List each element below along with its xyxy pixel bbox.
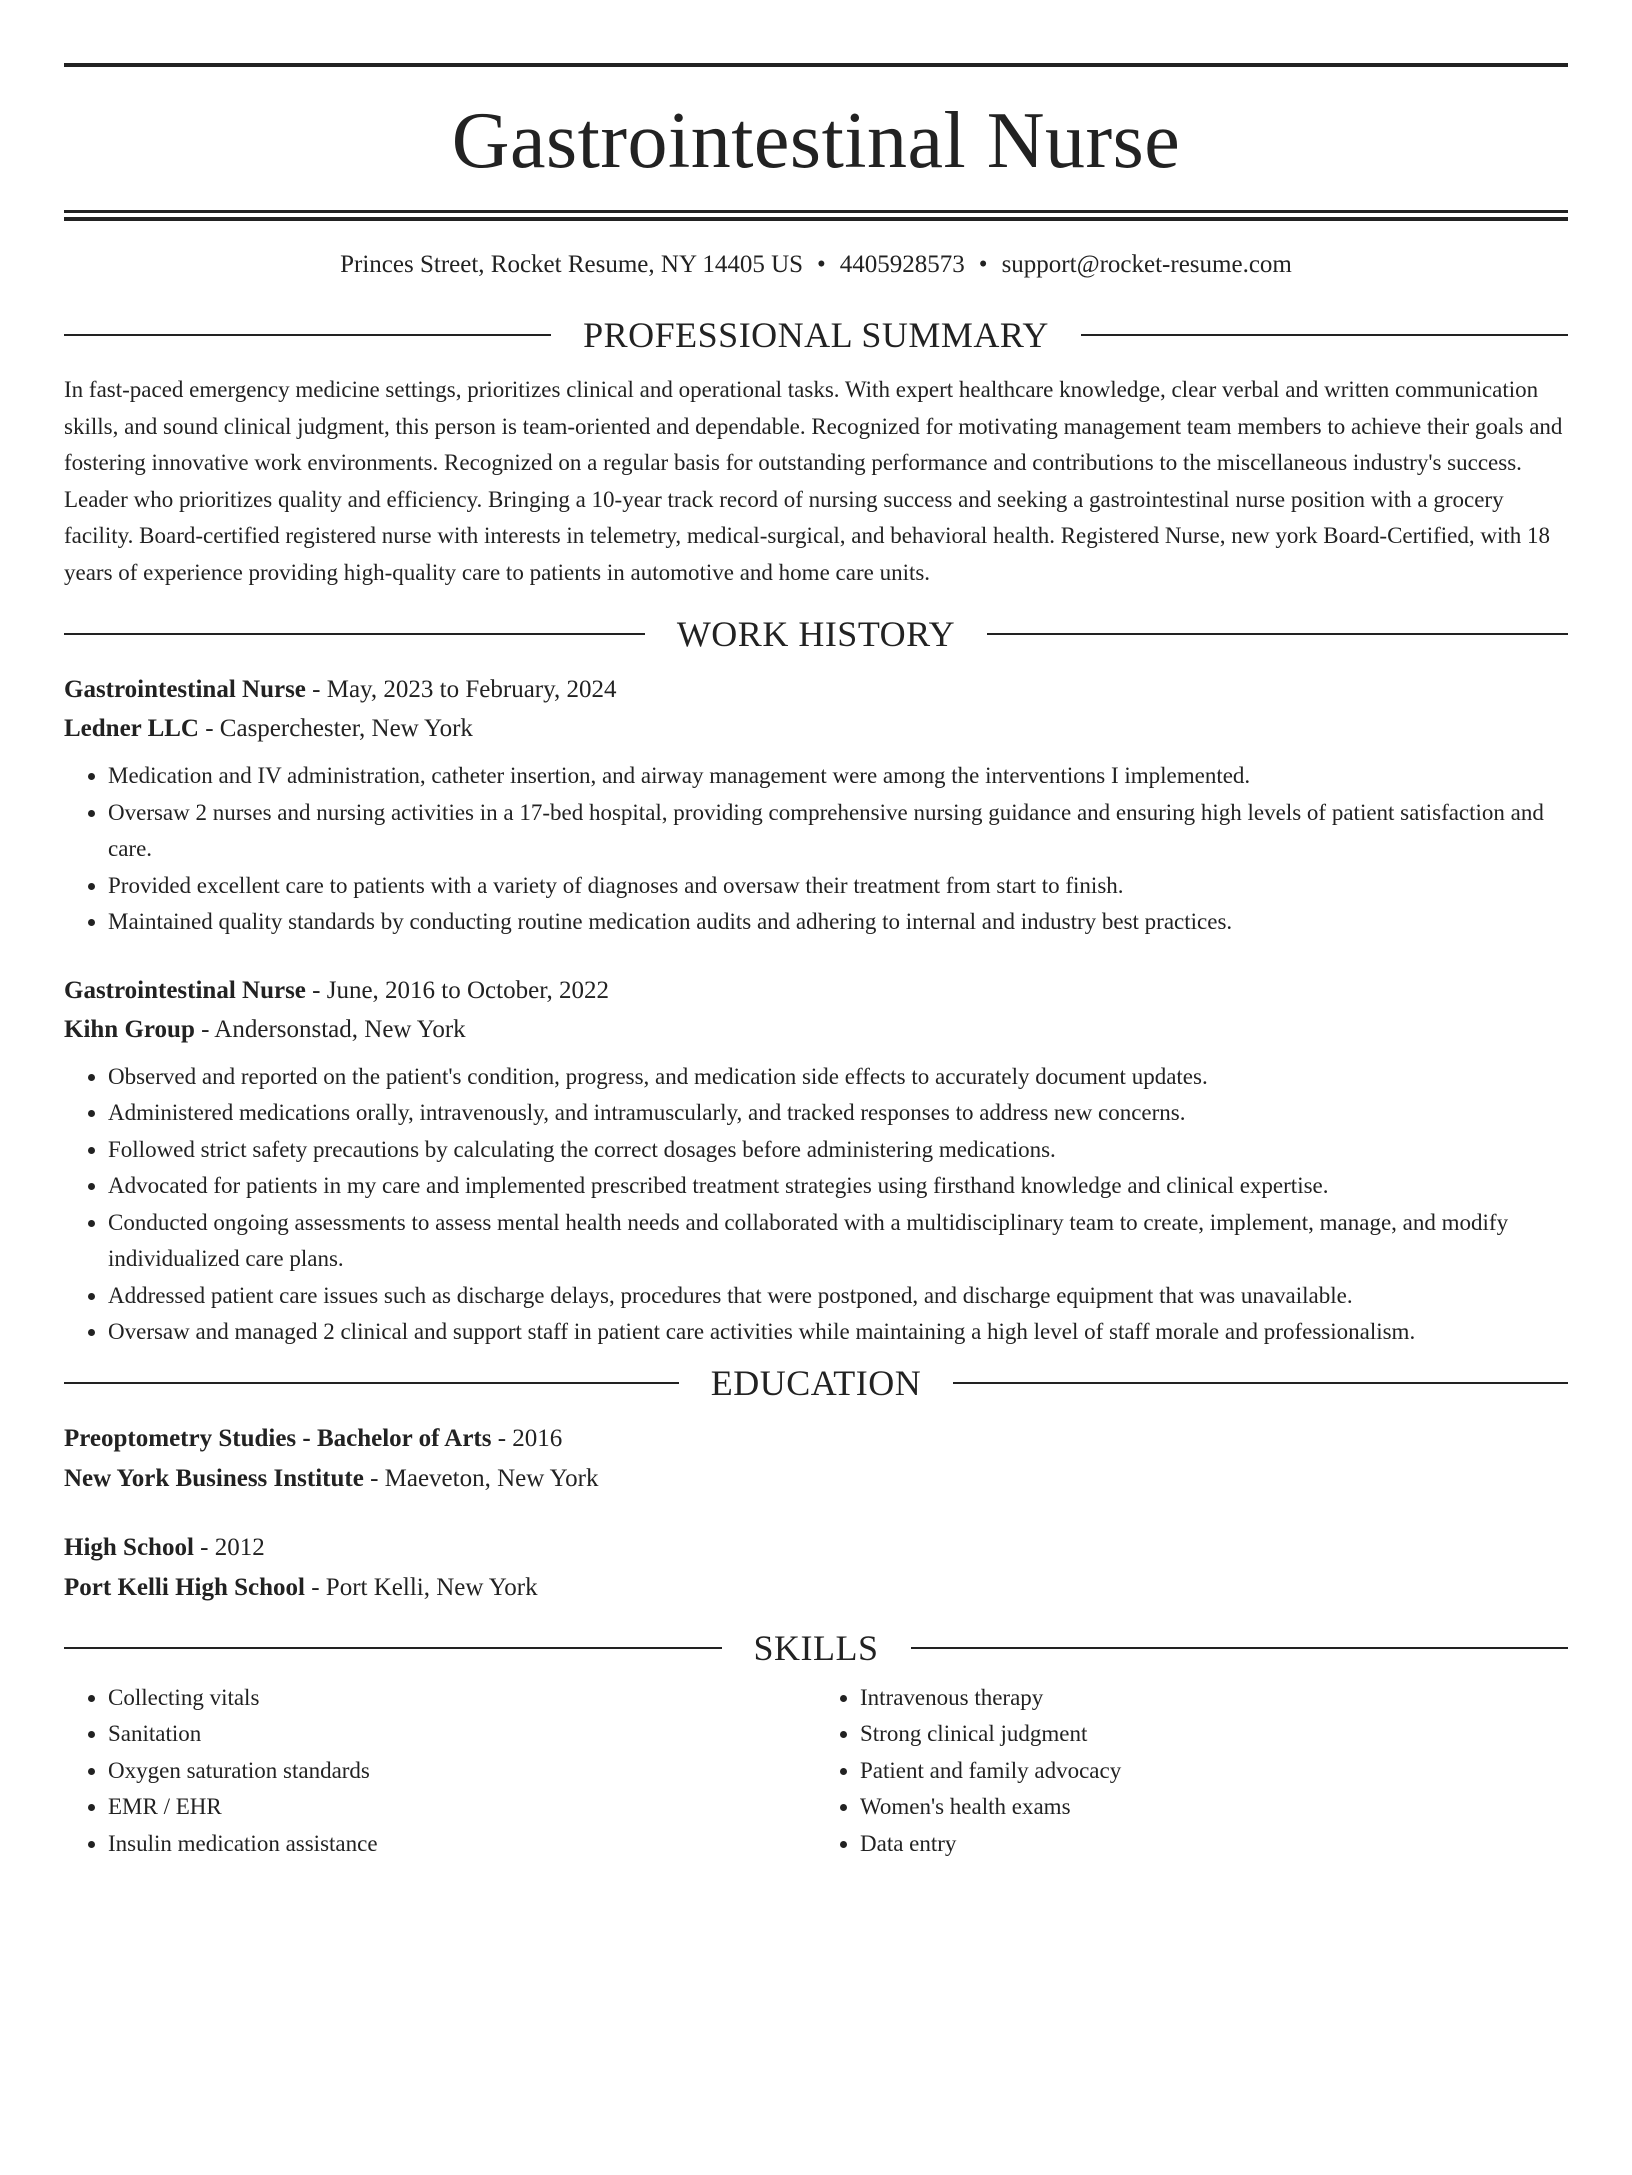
heading-rule [64, 1647, 722, 1649]
contact-phone[interactable]: 4405928573 [839, 251, 965, 278]
education-location: - Port Kelli, New York [304, 1573, 538, 1601]
skill-item: • Insulin medication assistance [108, 1826, 816, 1863]
education-degree: High School [64, 1533, 194, 1561]
section-heading-education [64, 1361, 1568, 1405]
candidate-name: Gastrointestinal Nurse [451, 97, 1181, 185]
education-degree: Preoptometry Studies - Bachelor of Arts [64, 1424, 492, 1452]
skills-list-right [816, 1680, 1568, 1863]
education-school: Port Kelli High School [64, 1573, 305, 1601]
skills-list-left [64, 1680, 816, 1863]
job-dates: - May, 2023 to February, 2024 [305, 676, 617, 703]
education-degree-line [64, 1528, 1568, 1568]
heading-rule [911, 1647, 1569, 1649]
job-dates: - June, 2016 to October, 2022 [305, 976, 610, 1004]
education-year: - 2012 [193, 1533, 265, 1561]
job-bullet: • Addressed patient care issues such as discharge delays, procedures that were postponed, and discharge equipment that was unavailable. [108, 1278, 1568, 1315]
heading-rule [1081, 334, 1568, 336]
job-entry [64, 670, 1568, 941]
heading-rule [64, 633, 645, 635]
skills-columns [64, 1680, 1568, 1863]
section-heading-work [64, 612, 1568, 656]
skill-item: • Patient and family advocacy [860, 1753, 1568, 1790]
resume-page [0, 63, 1632, 2175]
job-title-line [64, 670, 1568, 709]
heading-rule [953, 1382, 1568, 1384]
section-title: WORK HISTORY [676, 614, 956, 654]
contact-email[interactable]: support@rocket-resume.com [1001, 251, 1292, 278]
heading-rule [64, 334, 551, 336]
education-degree-line [64, 1419, 1568, 1459]
section-heading-summary [64, 313, 1568, 357]
skill-item: • Data entry [860, 1826, 1568, 1863]
job-bullet: • Advocated for patients in my care and implemented prescribed treatment strategies using firsthand knowledge and clinical expertise. [108, 1168, 1568, 1205]
education-entry [64, 1528, 1568, 1608]
job-bullet: • Maintained quality standards by conducting routine medication audits and adhering to internal and industry best practices. [108, 904, 1568, 941]
job-company-line [64, 709, 1568, 748]
contact-separator: • [817, 251, 826, 278]
contact-address: Princes Street, Rocket Resume, NY 14405 US [340, 251, 804, 278]
job-bullet: • Provided excellent care to patients with a variety of diagnoses and oversaw their treatment from start to finish. [108, 868, 1568, 905]
education-entry [64, 1419, 1568, 1499]
header-double-rule [64, 210, 1568, 221]
job-company: Ledner LLC [64, 715, 199, 742]
skill-item: • Sanitation [108, 1716, 816, 1753]
contact-line [64, 247, 1568, 283]
section-title: SKILLS [753, 1627, 879, 1668]
job-bullet: • Administered medications orally, intravenously, and intramuscularly, and tracked responses to address new concerns. [108, 1095, 1568, 1132]
skill-item: • Intravenous therapy [860, 1680, 1568, 1717]
education-school-line [64, 1459, 1568, 1499]
job-bullets [64, 1059, 1568, 1351]
skill-item: • EMR / EHR [108, 1789, 816, 1826]
section-heading-skills [64, 1626, 1568, 1670]
job-bullet: • Medication and IV administration, catheter insertion, and airway management were among the interventions I implemented. [108, 758, 1568, 795]
job-bullet: • Oversaw 2 nurses and nursing activities in a 17-bed hospital, providing comprehensive nursing guidance and ensuring high levels of patient satisfaction and care. [108, 795, 1568, 868]
education-location: - Maeveton, New York [363, 1464, 599, 1492]
summary-paragraph: In fast-paced emergency medicine settings, prioritizes clinical and operational tasks. With expert healthcare knowledge, clear verbal and written communication skills, and sound clinical judgment, this person is team-oriented and dependable. Recognized for motivating management team members to achieve their goals and fostering innovative work environments. Recognized on a regular basis for outstanding performance and contributions to the miscellaneous industry's success. Leader who prioritizes quality and efficiency. Bringing a 10-year track record of nursing success and seeking a gastrointestinal nurse position with a grocery facility. Board-certified registered nurse with interests in telemetry, medical-surgical, and behavioral health. Registered Nurse, new york Board-Certified, with 18 years of experience providing high-quality care to patients in automotive and home care units. [64, 377, 1563, 585]
job-entry [64, 971, 1568, 1351]
job-company: Kihn Group [64, 1015, 195, 1043]
job-location: - Andersonstad, New York [194, 1015, 466, 1043]
job-bullets [64, 758, 1568, 941]
job-bullet: • Conducted ongoing assessments to assess mental health needs and collaborated with a multidisciplinary team to create, implement, manage, and modify individualized care plans. [108, 1205, 1568, 1278]
education-year: - 2016 [491, 1424, 563, 1452]
education-school: New York Business Institute [64, 1464, 364, 1492]
skill-item: • Women's health exams [860, 1789, 1568, 1826]
job-title: Gastrointestinal Nurse [64, 976, 306, 1004]
skill-item: • Strong clinical judgment [860, 1716, 1568, 1753]
job-bullet: • Followed strict safety precautions by calculating the correct dosages before administering medications. [108, 1132, 1568, 1169]
job-bullet: • Observed and reported on the patient's condition, progress, and medication side effects to accurately document updates. [108, 1059, 1568, 1096]
contact-separator: • [978, 251, 988, 278]
skill-item: • Oxygen saturation standards [108, 1753, 816, 1790]
job-location: - Casperchester, New York [198, 715, 473, 742]
skill-item: • Collecting vitals [108, 1680, 816, 1717]
section-title: PROFESSIONAL SUMMARY [583, 315, 1049, 355]
header-top-rule [64, 63, 1568, 67]
job-bullet: • Oversaw and managed 2 clinical and support staff in patient care activities while maintaining a high level of staff morale and professionalism. [108, 1314, 1568, 1351]
heading-rule [64, 1382, 679, 1384]
education-school-line [64, 1568, 1568, 1608]
heading-rule [987, 633, 1568, 635]
job-company-line [64, 1010, 1568, 1049]
job-title-line [64, 971, 1568, 1010]
job-title: Gastrointestinal Nurse [64, 676, 306, 703]
section-title: EDUCATION [710, 1362, 922, 1403]
